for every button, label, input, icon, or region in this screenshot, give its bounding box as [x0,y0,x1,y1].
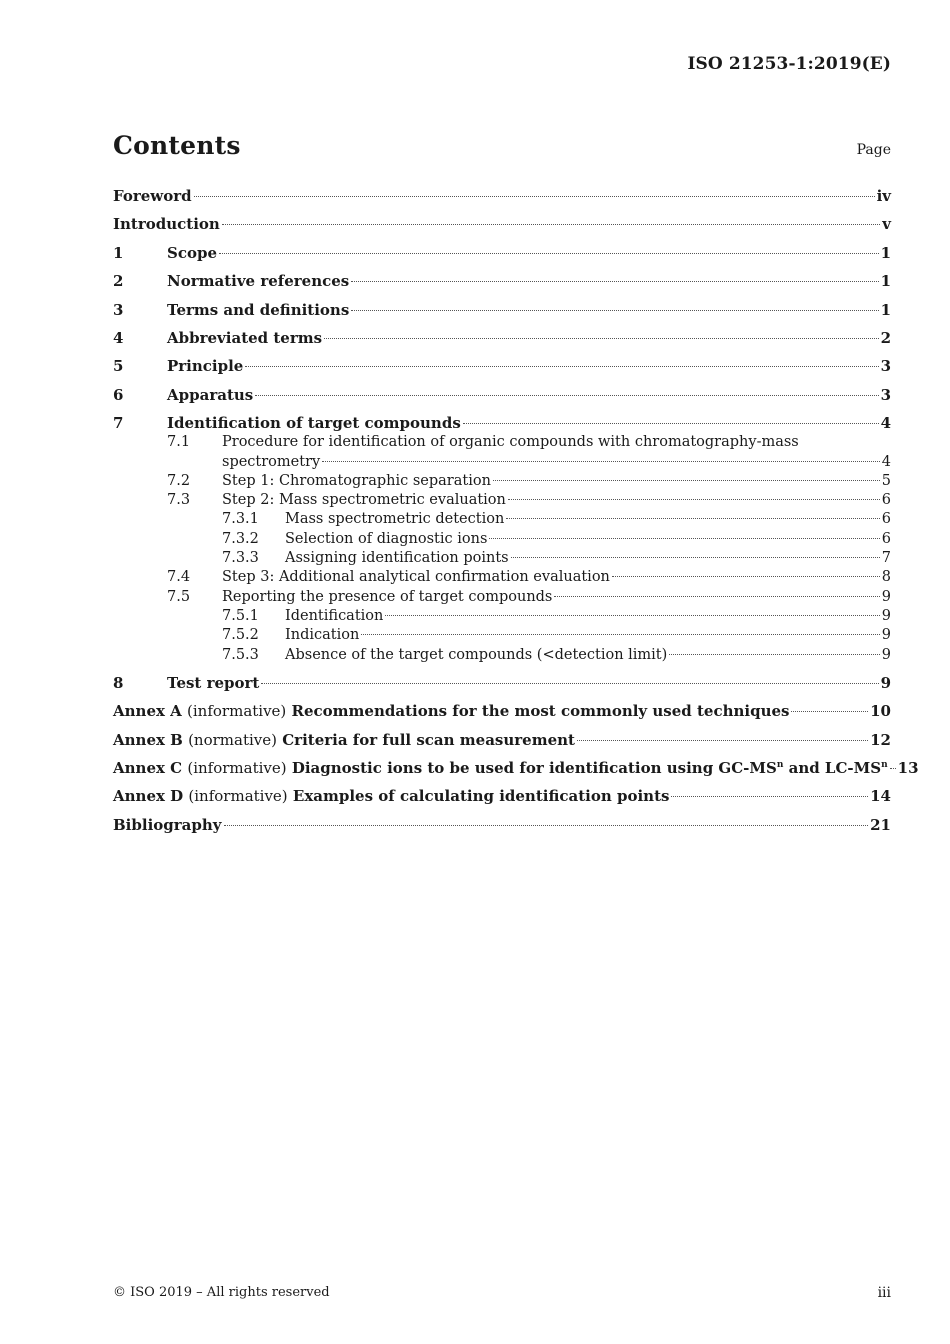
toc-entry-page: 1 [880,272,891,290]
annex-title: Examples of calculating identification points [292,787,670,805]
toc-entry-number: 7.5.3 [222,647,259,663]
toc-entry-number: 7.4 [167,569,191,585]
dot-leader [255,395,878,396]
dot-leader [669,654,879,655]
dot-leader [245,366,878,367]
toc-entry-section-2[interactable] [113,271,891,291]
toc-entry-number: 7.2 [167,473,191,489]
toc-entry-page: 9 [881,627,891,643]
toc-entry-label: Step 2: Mass spectrometric evaluation [222,492,506,508]
toc-entry-label: Introduction [113,215,220,233]
toc-entry-number: 7 [113,414,124,432]
copyright-notice: © ISO 2019 – All rights reserved [113,1285,330,1300]
toc-entry-label: Apparatus [167,386,254,404]
toc-entry-label: Principle [167,357,244,375]
toc-entry-label: Bibliography [113,816,222,834]
annex-title [292,759,888,777]
toc-entry-page: 1 [880,301,891,319]
toc-entry-page: iv [876,187,891,205]
toc-entry-7-1-label-line1: Procedure for identification of organic compounds with chromatography-mass [222,434,799,450]
toc-entry-label [113,758,888,778]
toc-entry-foreword[interactable] [113,186,891,206]
annex-kind: (informative) [187,702,287,720]
toc-entry-annex-b[interactable] [113,730,891,750]
toc-entry-annex-d[interactable] [113,786,891,806]
toc-entry-number: 7.5.1 [222,608,259,624]
toc-entry-page: 10 [870,702,891,720]
toc-entry-page: 4 [880,414,891,432]
dot-leader [194,196,875,197]
toc-entry-section-7-5-3[interactable] [222,645,891,665]
toc-entry-page: 6 [881,531,891,547]
toc-entry-number: 7.3.2 [222,531,259,547]
toc-entry-number: 2 [113,272,124,290]
annex-prefix: Annex D [113,787,184,805]
toc-entry-number: 3 [113,301,124,319]
toc-entry-label: Identification [285,608,384,624]
dot-leader [324,338,878,339]
toc-entry-page: 1 [880,244,891,262]
dot-leader [219,253,879,254]
toc-entry-page: v [882,215,891,233]
annex-kind: (informative) [187,759,287,777]
toc-entry-section-7-1[interactable] [222,452,891,472]
toc-entry-label: Identification of target compounds [167,414,461,432]
toc-entry-section-5[interactable] [113,356,891,376]
page-title: Contents [113,131,241,160]
toc-entry-page: 9 [880,674,891,692]
toc-entry-section-7-5-1[interactable] [222,606,891,626]
toc-entry-section-7-3[interactable] [167,490,891,510]
dot-leader [224,825,869,826]
annex-kind: (informative) [188,787,288,805]
toc-entry-label: Abbreviated terms [167,329,323,347]
toc-entry-label: Step 3: Additional analytical confirmation evaluation [222,569,610,585]
toc-entry-number: 5 [113,357,124,375]
toc-entry-label: Selection of diagnostic ions [285,531,488,547]
toc-entry-page: 7 [881,550,891,566]
annex-title-part2: and LC-MS [783,759,882,777]
toc-entry-section-7-4[interactable] [167,567,891,587]
dot-leader [671,796,868,797]
toc-entry-label: Absence of the target compounds (<detection limit) [285,647,668,663]
dot-leader [222,224,880,225]
toc-entry-number: 1 [113,244,124,262]
dot-leader [351,310,878,311]
toc-entry-label [113,786,669,806]
dot-leader [261,683,878,684]
dot-leader [554,596,879,597]
annex-prefix: Annex C [113,759,183,777]
toc-entry-label [113,701,789,721]
toc-entry-label: Indication [285,627,360,643]
toc-entry-page: 3 [880,357,891,375]
toc-entry-page: 2 [880,329,891,347]
toc-entry-section-7-3-3[interactable] [222,548,891,568]
toc-entry-label: Assigning identification points [285,550,509,566]
dot-leader [506,518,879,519]
toc-entry-section-6[interactable] [113,385,891,405]
toc-entry-page: 13 [897,759,919,777]
page-column-label: Page [856,142,891,158]
toc-entry-page: 9 [881,647,891,663]
annex-title: Recommendations for the most commonly used techniques [291,702,790,720]
page-number: iii [877,1285,891,1301]
toc-entry-number: 4 [113,329,124,347]
toc-entry-label: Test report [167,674,260,692]
toc-entry-section-3[interactable] [113,300,891,320]
toc-entry-number: 6 [113,386,124,404]
toc-entry-label: spectrometry [222,454,321,470]
dot-leader [612,576,880,577]
dot-leader [385,615,879,616]
toc-entry-section-1[interactable] [113,243,891,263]
toc-entry-label [113,730,575,750]
toc-entry-annex-c[interactable] [113,758,919,778]
toc-entry-page: 14 [870,787,891,805]
toc-entry-label: Reporting the presence of target compounds [222,589,553,605]
toc-entry-annex-a[interactable] [113,701,891,721]
toc-entry-section-7-2[interactable] [167,471,891,491]
toc-entry-section-7-3-2[interactable] [222,529,891,549]
dot-leader [489,538,879,539]
toc-entry-7-1-number: 7.1 [167,434,191,450]
dot-leader [577,740,868,741]
toc-entry-label: Mass spectrometric detection [285,511,505,527]
superscript-n: n [776,760,784,770]
toc-entry-number: 7.3.3 [222,550,259,566]
toc-entry-section-4[interactable] [113,328,891,348]
dot-leader [361,634,879,635]
toc-entry-page: 9 [881,589,891,605]
toc-entry-number: 7.3.1 [222,511,259,527]
toc-entry-section-7-5[interactable] [167,587,891,607]
toc-entry-number: 8 [113,674,124,692]
toc-entry-number: 7.3 [167,492,191,508]
annex-title: Criteria for full scan measurement [282,731,575,749]
toc-entry-label: Step 1: Chromatographic separation [222,473,491,489]
toc-entry-section-7[interactable] [113,413,891,433]
toc-entry-page: 4 [881,454,891,470]
toc-entry-bibliography[interactable] [113,815,891,835]
dot-leader [508,499,880,500]
toc-entry-page: 6 [881,511,891,527]
toc-entry-section-7-3-1[interactable] [222,509,891,529]
superscript-n: n [881,760,888,770]
toc-entry-page: 6 [881,492,891,508]
dot-leader [463,423,879,424]
toc-entry-section-8[interactable] [113,673,891,693]
dot-leader [322,461,880,462]
dot-leader [890,768,896,769]
toc-entry-number: 7.5 [167,589,191,605]
dot-leader [791,711,868,712]
toc-entry-label: Scope [167,244,218,262]
toc-entry-label: Normative references [167,272,350,290]
annex-kind: (normative) [188,731,277,749]
dot-leader [511,557,880,558]
toc-entry-number: 7.5.2 [222,627,259,643]
document-id: ISO 21253-1:2019(E) [687,54,891,74]
toc-entry-page: 3 [880,386,891,404]
dot-leader [351,281,878,282]
toc-entry-introduction[interactable] [113,214,891,234]
dot-leader [493,480,880,481]
toc-entry-label: Foreword [113,187,192,205]
toc-entry-page: 9 [881,608,891,624]
toc-entry-page: 8 [881,569,891,585]
toc-entry-section-7-5-2[interactable] [222,625,891,645]
annex-prefix: Annex B [113,731,183,749]
toc-entry-page: 12 [870,731,891,749]
annex-title-part1: Diagnostic ions to be used for identification using GC-MS [291,759,777,777]
toc-entry-label: Terms and definitions [167,301,350,319]
toc-entry-page: 21 [870,816,891,834]
annex-prefix: Annex A [113,702,182,720]
toc-entry-page: 5 [881,473,891,489]
